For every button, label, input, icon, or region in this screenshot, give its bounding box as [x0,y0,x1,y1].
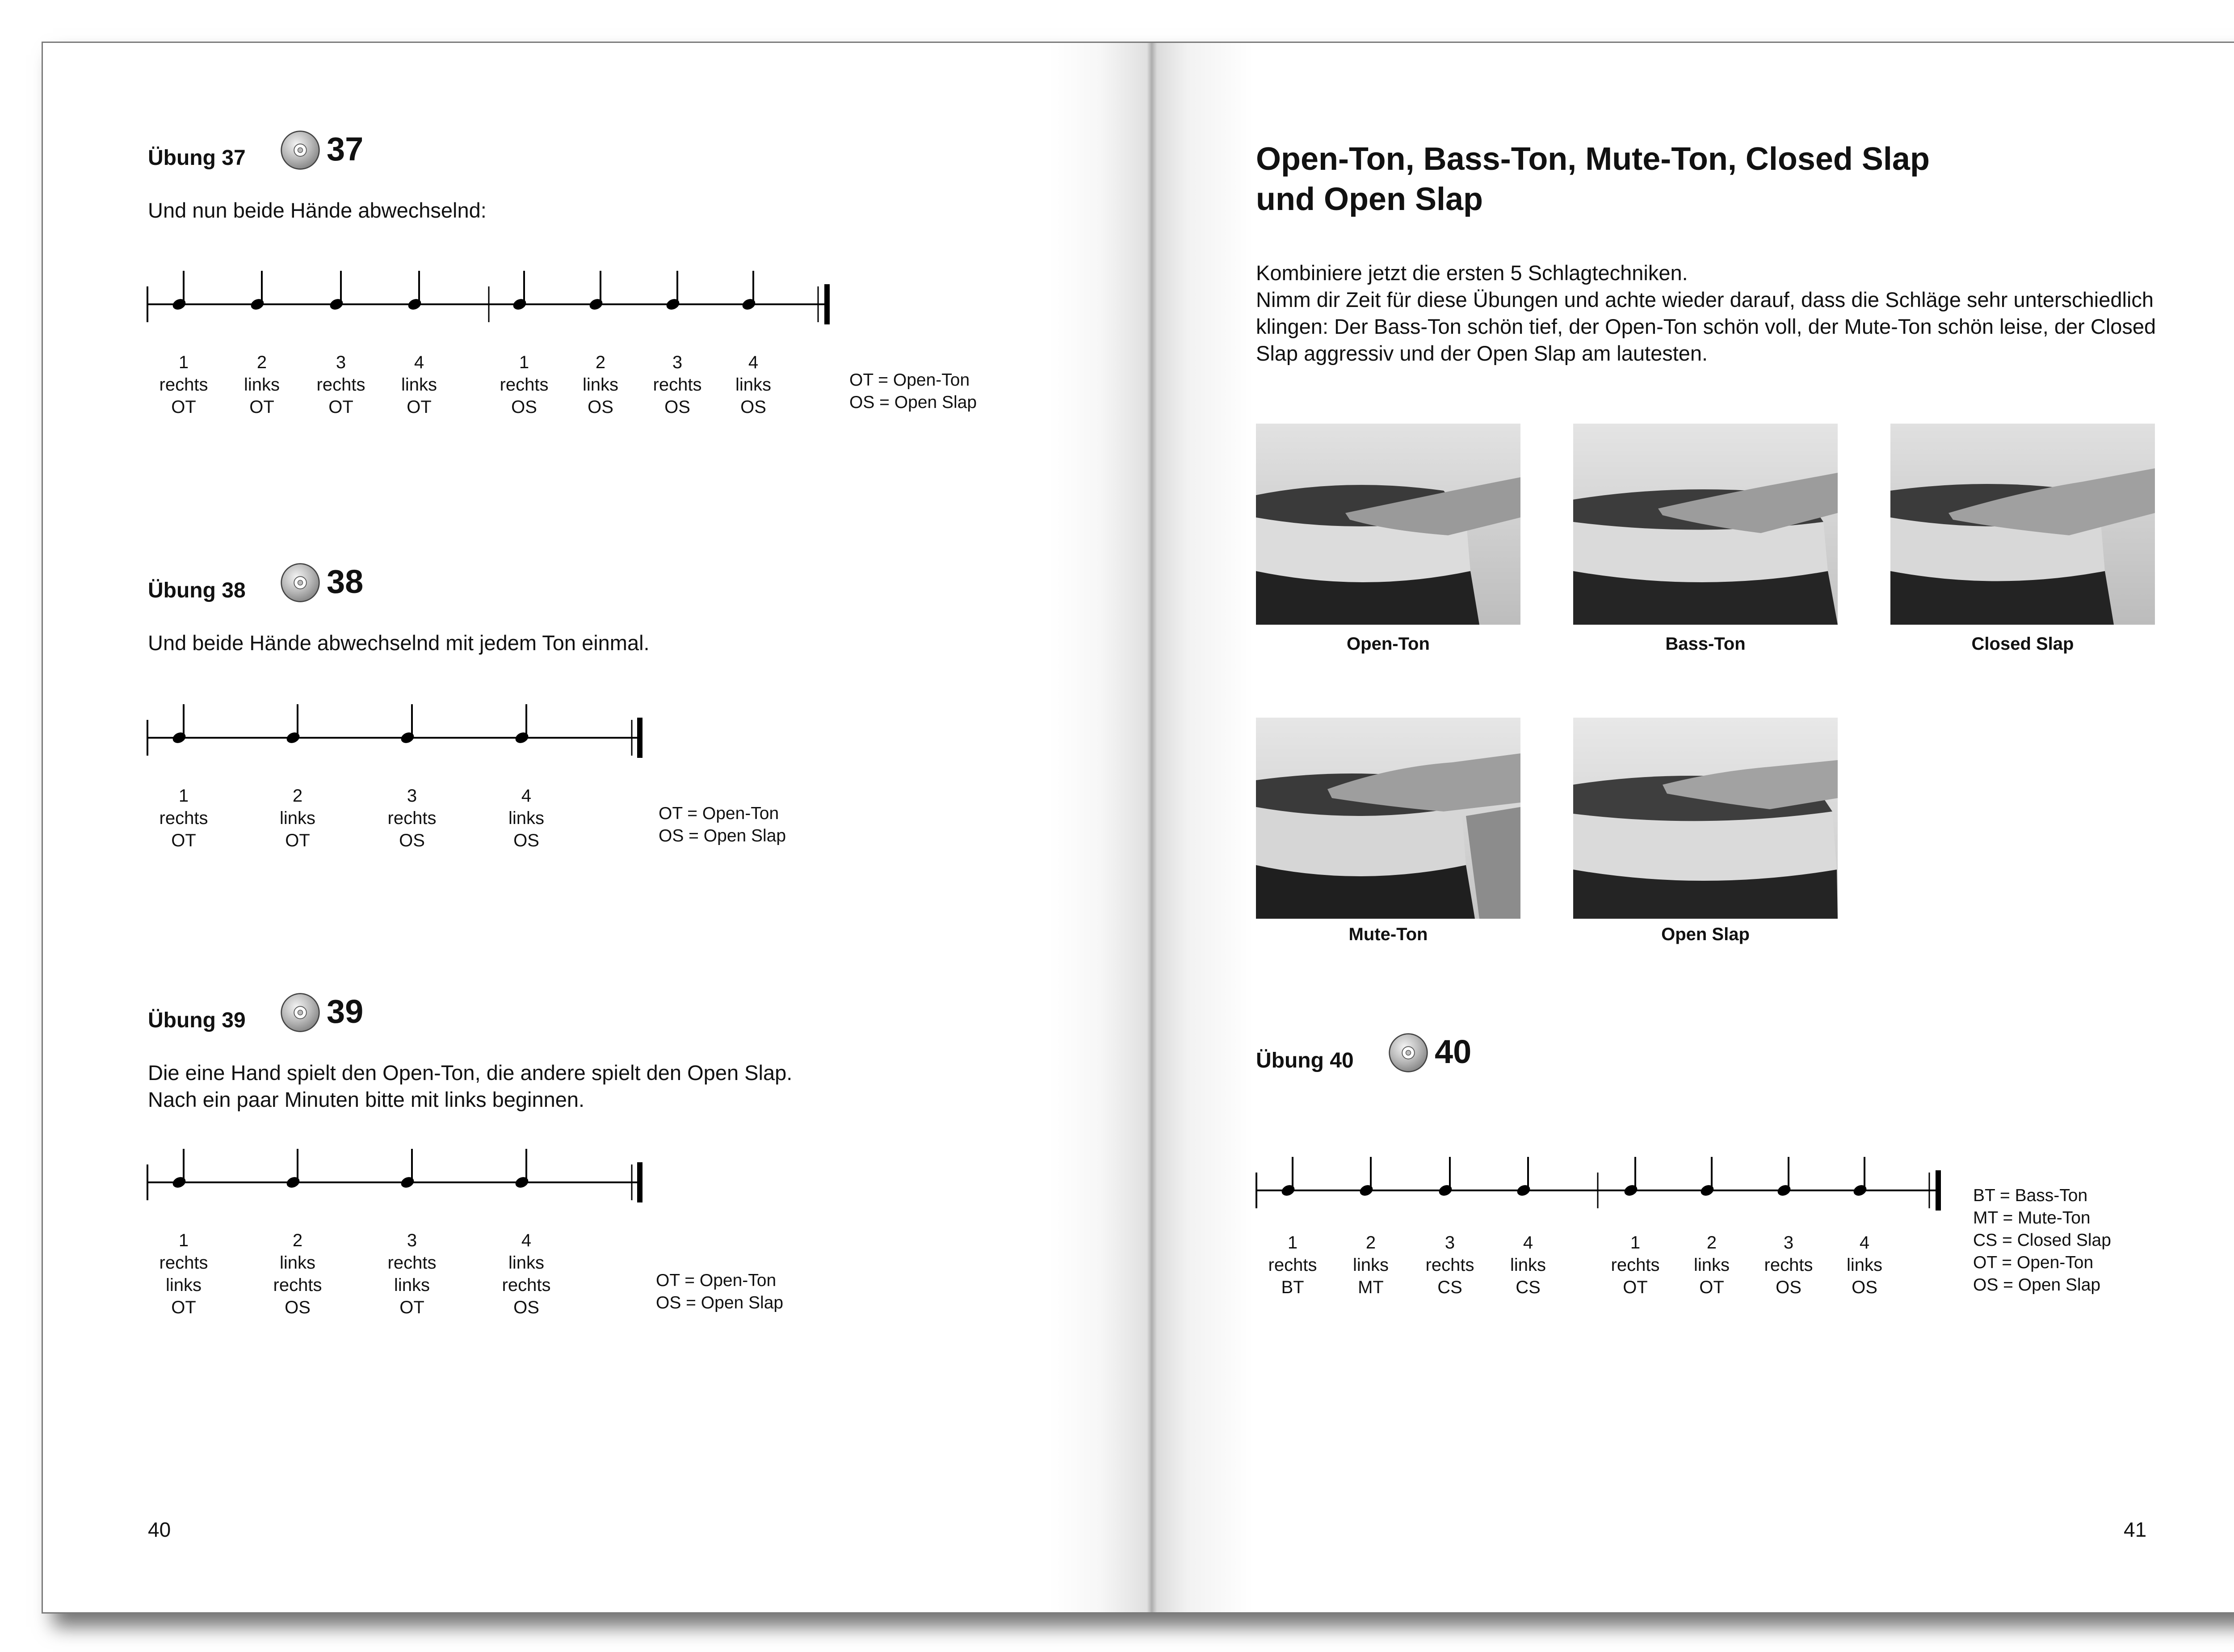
beat-label: 3 rechts OS [653,353,702,417]
exercise-instruction: Die eine Hand spielt den Open-Ton, die andere spielt den Open Slap. Nach ein paar Minuten bitte mit links beginnen. [148,1061,793,1111]
beat-label: 3 rechts OS [387,786,437,850]
beat-label: 2 links OT [244,353,280,417]
note [399,704,416,745]
exercise-label: Übung 39 [148,1009,246,1032]
note [1516,1157,1532,1198]
cd-track-number: 37 [327,130,364,168]
photo-mute-ton [1256,718,1520,919]
note [171,704,187,745]
beat-label: 3 rechts OS [1764,1233,1813,1297]
exercise-instruction: Und beide Hände abwechselnd mit jedem Ton einmal. [148,631,650,655]
right-page [1152,43,2234,1612]
page-number: 41 [2124,1518,2147,1541]
beat-label: 2 links OT [279,786,316,850]
note [407,271,423,311]
abbreviation-legend: OT = Open-Ton OS = Open Slap [849,370,977,412]
note [399,1149,416,1190]
abbreviation-legend: BT = Bass-Ton MT = Mute-Ton CS = Closed Slap OT = Open-Ton OS = Open Slap [1973,1186,2111,1295]
beat-label: 2 links OS [582,353,619,417]
beat-label: 1 rechts links OT [159,1231,208,1317]
note [171,271,187,311]
cd-track-number: 40 [1435,1033,1472,1070]
left-page [43,43,1152,1612]
cd-icon [1388,1032,1429,1073]
beat-label: 4 links OS [1846,1233,1883,1297]
beat-label: 4 links OS [508,786,545,850]
cd-icon [280,130,321,171]
note [514,1149,530,1190]
rhythm-staff [1255,1152,1969,1228]
beat-label: 2 links OT [1693,1233,1730,1297]
beat-label: 4 links OT [401,353,437,417]
note [1776,1157,1792,1198]
note [249,271,265,311]
beat-label: 1 rechts BT [1268,1233,1317,1297]
abbreviation-legend: OT = Open-Ton OS = Open Slap [659,804,786,845]
note [1358,1157,1374,1198]
photo-caption: Closed Slap [1971,634,2074,654]
beat-label: 3 rechts OT [316,353,365,417]
beat-label: 3 rechts CS [1425,1233,1474,1297]
cd-track-number: 38 [327,563,364,600]
beat-label: 4 links rechts OS [502,1231,551,1317]
page-number: 40 [148,1518,171,1541]
note [741,271,757,311]
beat-label: 1 rechts OT [159,786,208,850]
exercise-label: Übung 40 [1256,1049,1354,1072]
exercise-label: Übung 38 [148,579,246,602]
cd-icon [280,992,321,1033]
rhythm-staff [146,266,887,342]
beat-label: 2 links rechts OS [273,1231,322,1317]
note [285,704,301,745]
photo-caption: Open-Ton [1347,634,1430,654]
beat-label: 4 links CS [1510,1233,1546,1297]
section-heading: Open-Ton, Bass-Ton, Mute-Ton, Closed Slap und Open Slap [1256,141,1930,217]
note [285,1149,301,1190]
note [514,704,530,745]
book-spread [42,42,2234,1614]
note [328,271,344,311]
exercise-instruction: Und nun beide Hände abwechselnd: [148,198,487,222]
photo-caption: Open Slap [1661,925,1750,944]
note [1280,1157,1296,1198]
cd-icon [280,562,321,603]
note [512,271,528,311]
note [171,1149,187,1190]
cd-track-number: 39 [327,993,364,1030]
rhythm-staff [146,1144,682,1220]
beat-label: 4 links OS [735,353,772,417]
photo-open-ton [1256,424,1520,625]
photo-closed-slap [1890,424,2155,625]
beat-label: 1 rechts OS [500,353,549,417]
beat-label: 1 rechts OT [1611,1233,1660,1297]
intro-paragraph: Kombiniere jetzt die ersten 5 Schlagtechniken. Nimm dir Zeit für diese Übungen und achte wieder darauf, dass die Schläge sehr unterschiedlich klingen: Der Bass-Ton schön tief, der Open-Ton schön voll, der Mute-Ton schön leise, der Closed Slap aggressiv und der Open Slap am lautesten. [1256,261,2156,365]
photo-bass-ton [1573,424,1838,625]
note [1437,1157,1453,1198]
beat-label: 1 rechts OT [159,353,208,417]
exercise-label: Übung 37 [148,146,246,170]
abbreviation-legend: OT = Open-Ton OS = Open Slap [656,1271,784,1312]
photo-caption: Bass-Ton [1665,634,1746,654]
note [1852,1157,1868,1198]
note [1699,1157,1715,1198]
beat-label: 3 rechts links OT [387,1231,437,1317]
beat-label: 2 links MT [1352,1233,1389,1297]
note [588,271,604,311]
photo-caption: Mute-Ton [1348,925,1428,944]
note [1623,1157,1639,1198]
rhythm-staff [146,700,682,776]
photo-open-slap [1573,718,1838,919]
note [665,271,681,311]
